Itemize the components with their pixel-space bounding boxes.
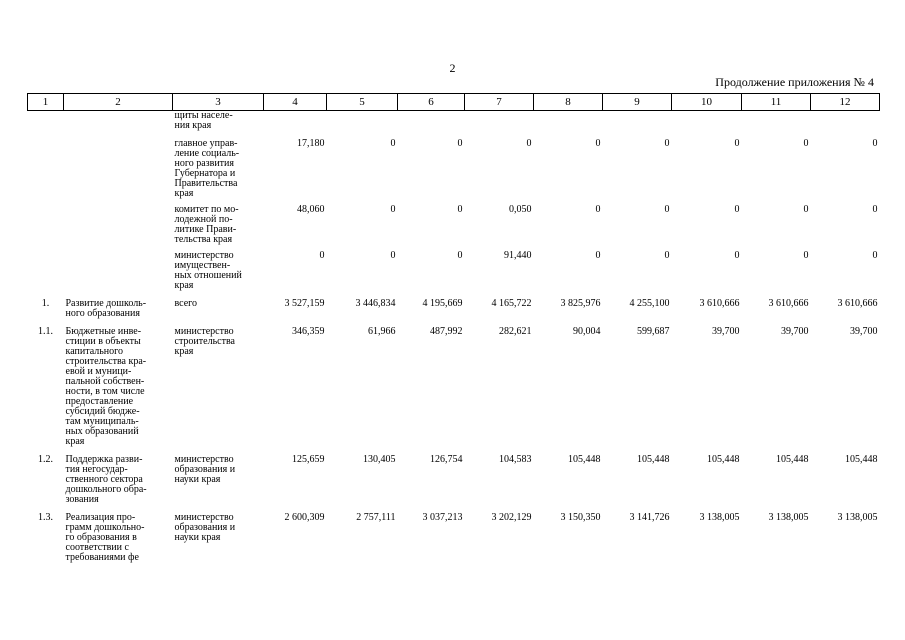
row-value: 3 150,350 [560, 512, 601, 523]
row-value: 0 [526, 138, 532, 149]
row-value [603, 111, 672, 140]
page-number: 2 [449, 61, 456, 75]
row-org-line: главное управ- [174, 138, 238, 149]
row-value: 0 [319, 250, 325, 261]
row-value: 4 165,722 [491, 298, 532, 309]
row-value: 0 [457, 250, 463, 261]
row-organization [173, 205, 264, 251]
row-value: 0 [803, 204, 809, 215]
row-name-line: субсидий бюдже- [65, 406, 140, 417]
row-org-line: края [174, 188, 194, 199]
row-value: 105,448 [707, 454, 740, 465]
row-org-line: всего [174, 298, 198, 309]
row-value: 2 757,111 [356, 512, 396, 523]
row-value: 39,700 [781, 326, 809, 337]
row-name-line: предоставление [65, 396, 134, 407]
table-row [28, 455, 880, 513]
row-name [64, 251, 173, 299]
row-value: 3 202,129 [491, 512, 532, 523]
col-header: 2 [64, 94, 173, 111]
row-name-line: евой и муници- [65, 366, 132, 377]
row-value: 3 446,834 [355, 298, 396, 309]
row-value: 3 037,213 [422, 512, 463, 523]
row-value [742, 111, 811, 140]
row-code [28, 111, 64, 140]
row-name-line: капитального [65, 346, 123, 357]
row-value: 3 138,005 [699, 512, 740, 523]
row-value: 3 141,726 [629, 512, 670, 523]
row-org-line: края [174, 280, 194, 291]
row-value: 0 [595, 250, 601, 261]
row-name [64, 513, 173, 563]
row-org-line: литике Прави- [174, 224, 237, 235]
row-value: 4 195,669 [422, 298, 463, 309]
row-name-line: края [65, 436, 85, 447]
col-header: 3 [173, 94, 264, 111]
row-code: 1.2. [38, 454, 53, 465]
row-name-line: дошкольного обра- [65, 484, 147, 495]
row-value: 346,359 [292, 326, 325, 337]
row-value: 0 [734, 138, 740, 149]
row-org-line: ных отношений [174, 270, 242, 281]
col-header: 11 [742, 94, 811, 111]
col-header: 10 [672, 94, 742, 111]
col-header: 5 [327, 94, 398, 111]
row-name-line: строительства кра- [65, 356, 147, 367]
row-value: 3 138,005 [768, 512, 809, 523]
row-org-line: образования и [174, 522, 236, 533]
row-value: 3 610,666 [768, 298, 809, 309]
row-value: 105,448 [637, 454, 670, 465]
row-value: 2 600,309 [284, 512, 325, 523]
row-value: 39,700 [712, 326, 740, 337]
row-value: 487,992 [430, 326, 463, 337]
row-org-line: науки края [174, 532, 221, 543]
row-name-line: Развитие дошколь- [65, 298, 147, 309]
row-name-line: стиции в объекты [65, 336, 141, 347]
row-org-line: строительства [174, 336, 235, 347]
row-value: 130,405 [363, 454, 396, 465]
table-row [28, 205, 880, 251]
row-org-line: образования и [174, 464, 236, 475]
row-value: 282,621 [499, 326, 532, 337]
row-value: 3 610,666 [837, 298, 878, 309]
row-org-line: министерство [174, 326, 234, 337]
row-value: 17,180 [297, 138, 325, 149]
table-row [28, 251, 880, 299]
row-org-line: министерство [174, 454, 234, 465]
row-name [64, 111, 173, 140]
row-name [64, 139, 173, 205]
row-value: 48,060 [297, 204, 325, 215]
row-org-line: министерство [174, 512, 234, 523]
row-value [398, 111, 465, 140]
row-organization [173, 513, 264, 563]
row-organization [173, 251, 264, 299]
col-header: 4 [264, 94, 327, 111]
row-value: 599,687 [637, 326, 670, 337]
col-header: 12 [811, 94, 880, 111]
table-row [28, 327, 880, 455]
row-org-line: ния края [174, 120, 212, 131]
row-name-line: Реализация про- [65, 512, 136, 523]
row-name-line: Поддержка разви- [65, 454, 143, 465]
row-value: 104,583 [499, 454, 532, 465]
header-row [28, 94, 880, 111]
row-organization [173, 455, 264, 513]
row-org-line: края [174, 346, 194, 357]
row-value: 3 610,666 [699, 298, 740, 309]
row-value: 0 [390, 204, 396, 215]
row-code [28, 251, 64, 299]
row-value: 0,050 [509, 204, 532, 215]
row-code: 1.1. [38, 326, 53, 337]
col-header: 8 [534, 94, 603, 111]
row-name-line: там муниципаль- [65, 416, 139, 427]
row-value: 4 255,100 [629, 298, 670, 309]
table-row [28, 513, 880, 563]
row-name [64, 299, 173, 327]
row-value: 0 [734, 204, 740, 215]
row-value: 91,440 [504, 250, 532, 261]
row-value: 39,700 [850, 326, 878, 337]
row-value [264, 111, 327, 140]
row-value [327, 111, 398, 140]
row-organization [173, 327, 264, 455]
row-value: 125,659 [292, 454, 325, 465]
col-header: 7 [465, 94, 534, 111]
row-name [64, 205, 173, 251]
row-value: 0 [872, 138, 878, 149]
row-value: 0 [664, 250, 670, 261]
row-value [465, 111, 534, 140]
row-value: 105,448 [568, 454, 601, 465]
row-name-line: пальной собствен- [65, 376, 145, 387]
row-value [811, 111, 880, 140]
col-header: 9 [603, 94, 672, 111]
row-value: 0 [664, 138, 670, 149]
row-org-line: Губернатора и [174, 168, 236, 179]
row-value: 0 [595, 138, 601, 149]
row-value: 0 [872, 250, 878, 261]
row-code: 1.3. [38, 512, 53, 523]
col-header: 1 [28, 94, 64, 111]
row-name-line: зования [65, 494, 99, 505]
row-value: 126,754 [430, 454, 463, 465]
row-org-line: щиты населе- [174, 110, 233, 121]
row-value: 0 [390, 138, 396, 149]
row-name-line: тия негосудар- [65, 464, 128, 475]
row-name-line: ных образований [65, 426, 139, 437]
row-value: 0 [457, 138, 463, 149]
row-value: 3 138,005 [837, 512, 878, 523]
row-value: 3 825,976 [560, 298, 601, 309]
row-org-line: лодежной по- [174, 214, 233, 225]
row-name-line: ного образования [65, 308, 140, 319]
row-value: 90,004 [573, 326, 601, 337]
row-organization [173, 139, 264, 205]
row-name-line: требованиями фе [65, 552, 139, 563]
row-name-line: ности, в том числе [65, 386, 145, 397]
table-row [28, 139, 880, 205]
table-row [28, 111, 880, 140]
row-org-line: имуществен- [174, 260, 231, 271]
row-org-line: Правительства [174, 178, 238, 189]
row-name [64, 327, 173, 455]
row-value: 0 [803, 138, 809, 149]
row-value [672, 111, 742, 140]
table-row [28, 299, 880, 327]
row-org-line: комитет по мо- [174, 204, 239, 215]
row-code [28, 139, 64, 205]
row-value: 0 [595, 204, 601, 215]
budget-table [27, 93, 880, 563]
row-name [64, 455, 173, 513]
row-organization [173, 299, 264, 327]
row-value: 61,966 [368, 326, 396, 337]
row-value [534, 111, 603, 140]
row-name-line: го образования в [65, 532, 137, 543]
row-value: 105,448 [776, 454, 809, 465]
row-value: 0 [664, 204, 670, 215]
continuation-label: Продолжение приложения № 4 [715, 75, 874, 89]
row-org-line: министерство [174, 250, 234, 261]
row-code: 1. [41, 298, 50, 309]
row-value: 0 [457, 204, 463, 215]
row-org-line: тельства края [174, 234, 233, 245]
row-code [28, 205, 64, 251]
row-value: 0 [803, 250, 809, 261]
row-name-line: соответствии с [65, 542, 129, 553]
row-name-line: грамм дошкольно- [65, 522, 145, 533]
row-org-line: ного развития [174, 158, 234, 169]
row-org-line: науки края [174, 474, 221, 485]
row-value: 0 [872, 204, 878, 215]
row-value: 3 527,159 [284, 298, 325, 309]
row-value: 0 [734, 250, 740, 261]
row-name-line: Бюджетные инве- [65, 326, 142, 337]
col-header: 6 [398, 94, 465, 111]
row-name-line: ственного сектора [65, 474, 143, 485]
row-organization [173, 111, 264, 140]
row-org-line: ление социаль- [174, 148, 240, 159]
row-value: 105,448 [845, 454, 878, 465]
row-value: 0 [390, 250, 396, 261]
